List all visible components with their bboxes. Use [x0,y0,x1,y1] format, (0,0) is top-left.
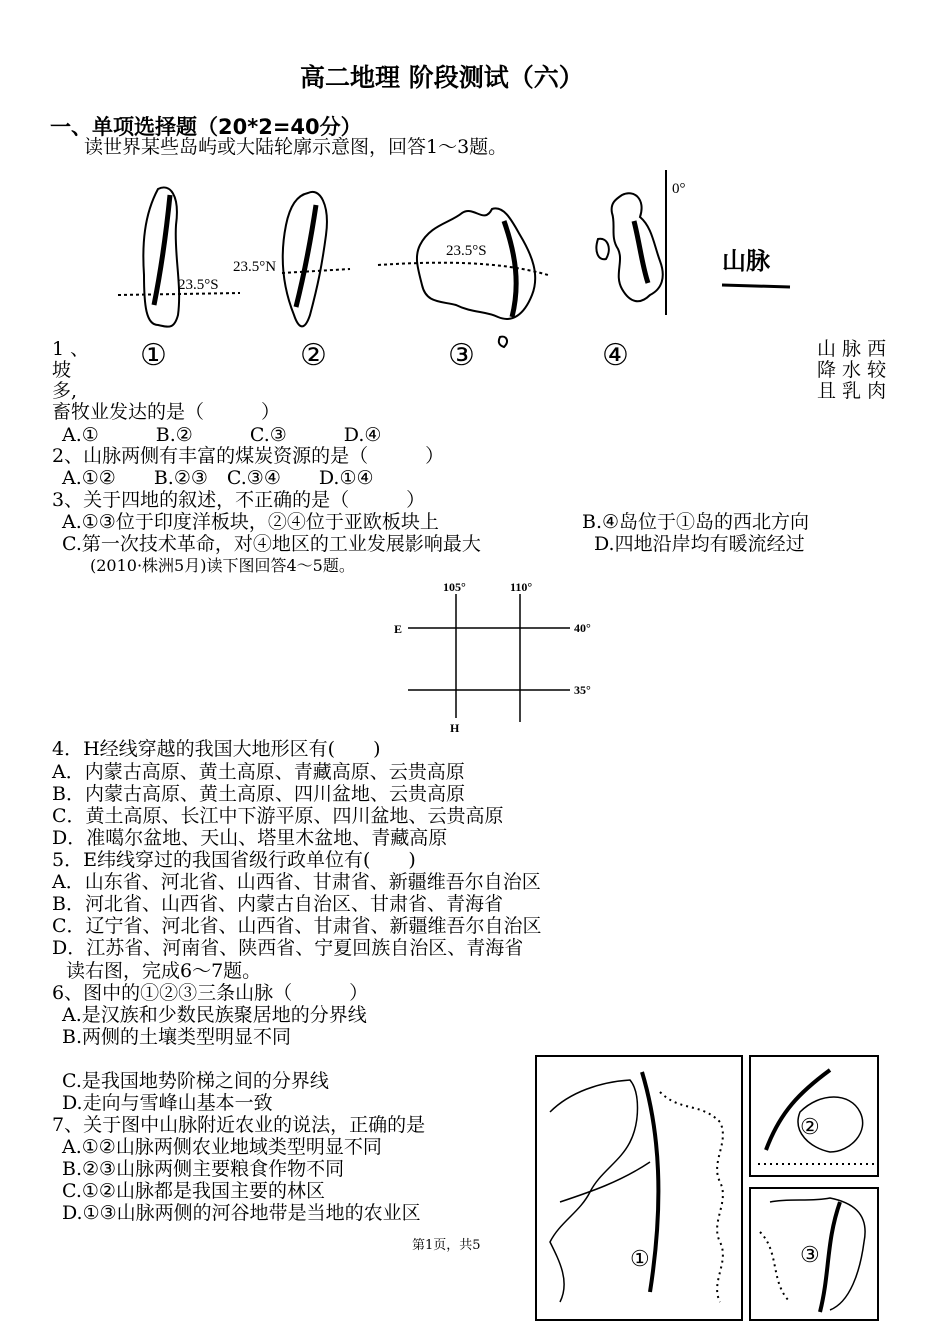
q4-option-d: D．准噶尔盆地、天山、塔里木盆地、青藏高原 [52,827,448,849]
q4-option-a: A．内蒙古高原、黄土高原、青藏高原、云贵高原 [52,761,465,783]
legend-label: 山脉 [722,249,770,275]
label-105: 105° [443,580,466,594]
label-lat-3: 23.5°S [446,243,487,259]
parallel-1 [118,293,240,295]
map-1-river [560,1162,650,1202]
q5-option-a: A．山东省、河北省、山西省、甘肃省、新疆维吾尔自治区 [52,871,541,893]
q5-option-d: D．江苏省、河南省、陕西省、宁夏回族自治区、青海省 [52,937,524,959]
label-lat-2: 23.5°N [233,259,277,275]
lat-lon-grid-figure [390,578,610,738]
q1-stem-end: 畜牧业发达的是（ ） [52,401,281,423]
q1-cont-2: 多, [52,380,78,402]
q6-option-a: A.是汉族和少数民族聚居地的分界线 [62,1004,367,1026]
q6-option-b: B.两侧的土壤类型明显不同 [62,1026,292,1048]
q7-option-b: B.②③山脉两侧主要粮食作物不同 [62,1158,345,1180]
map-3-dotted-border [760,1232,790,1302]
tasmania [499,337,507,347]
q4-option-c: C．黄土高原、长江中下游平原、四川盆地、云贵高原 [52,805,504,827]
label-110: 110° [510,580,533,594]
mountain-1 [154,195,170,305]
q3-option-b: B.④岛位于①岛的西北方向 [582,511,810,533]
q6-option-d: D.走向与雪峰山基本一致 [62,1092,273,1114]
page-title: 高二地理 阶段测试（六） [300,63,584,92]
q3-option-d: D.四地沿岸均有暖流经过 [594,533,805,555]
island-outline-figure [100,165,800,380]
label-40: 40° [574,621,591,635]
intro-q6-7: 读右图，完成6～7题。 [66,960,262,982]
q7-stem: 7、关于图中山脉附近农业的说法，正确的是 [52,1114,426,1136]
q5-option-b: B．河北省、山西省、内蒙古自治区、甘肃省、青海省 [52,893,503,915]
map-number-2: ② [800,1114,820,1139]
island-number-2: ② [300,339,327,372]
q1-cont-1: 坡 [52,359,72,381]
q3-stem: 3、关于四地的叙述，不正确的是（ ） [52,489,426,511]
intro-q1-3: 读世界某些岛屿或大陆轮廓示意图，回答1～3题。 [84,136,508,158]
legend-mountain-symbol [722,285,790,287]
q6-option-c: C.是我国地势阶梯之间的分界线 [62,1070,329,1092]
label-meridian: 0° [672,181,686,197]
label-h: H [450,721,460,735]
q1-right-1: 山 脉 西 [817,338,887,360]
map-2-mountain [766,1070,830,1150]
island-number-3: ③ [448,339,475,372]
island-number-1: ① [140,339,167,372]
mountain-2 [296,205,316,307]
map-1-dotted-border [660,1092,723,1302]
label-e: E [394,622,403,636]
q4-stem: 4．H经线穿越的我国大地形区有( ) [52,738,381,760]
map-number-1: ① [630,1246,650,1271]
q3-option-a: A.①③位于印度洋板块，②④位于亚欧板块上 [62,511,439,533]
mountain-4 [634,221,648,283]
q5-option-c: C．辽宁省、河北省、山西省、甘肃省、新疆维吾尔自治区 [52,915,542,937]
q4-option-b: B．内蒙古高原、黄土高原、四川盆地、云贵高原 [52,783,465,805]
q7-option-d: D.①③山脉两侧的河谷地带是当地的农业区 [62,1202,421,1224]
page-footer: 第1页，共5 [412,1238,481,1253]
map-1-boundary [550,1080,638,1302]
q5-stem: 5．E纬线穿过的我国省级行政单位有( ) [52,849,416,871]
parallel-2 [282,269,350,273]
label-lat-1: 23.5°S [178,277,219,293]
q7-option-c: C.①②山脉都是我国主要的林区 [62,1180,325,1202]
q1-options: A.① B.② C.③ D.④ [62,424,382,446]
q7-option-a: A.①②山脉两侧农业地域类型明显不同 [62,1136,382,1158]
intro-q4-5: (2010·株洲5月)读下图回答4～5题。 [90,556,355,575]
map-1-frame [536,1056,742,1320]
q1-head: 1 、 [52,338,90,360]
mountain-3 [504,221,516,317]
ireland [596,239,608,259]
q1-right-3: 且 乳 肉 [817,380,887,402]
map-number-3: ③ [800,1242,820,1267]
parallel-3 [378,263,548,275]
section-heading: 一、单项选择题（20*2=40分） [50,115,362,139]
q1-right-2: 降 水 较 [817,359,887,381]
q6-stem: 6、图中的①②③三条山脉（ ） [52,982,369,1004]
q2-options: A.①② B.②③ C.③④ D.①④ [62,467,374,489]
q3-option-c: C.第一次技术革命，对④地区的工业发展影响最大 [62,533,481,555]
china-mountains-figure [530,1052,886,1326]
label-35: 35° [574,683,591,697]
map-3-mountain [820,1202,840,1312]
island-number-4: ④ [602,339,629,372]
q2-stem: 2、山脉两侧有丰富的煤炭资源的是（ ） [52,445,445,467]
